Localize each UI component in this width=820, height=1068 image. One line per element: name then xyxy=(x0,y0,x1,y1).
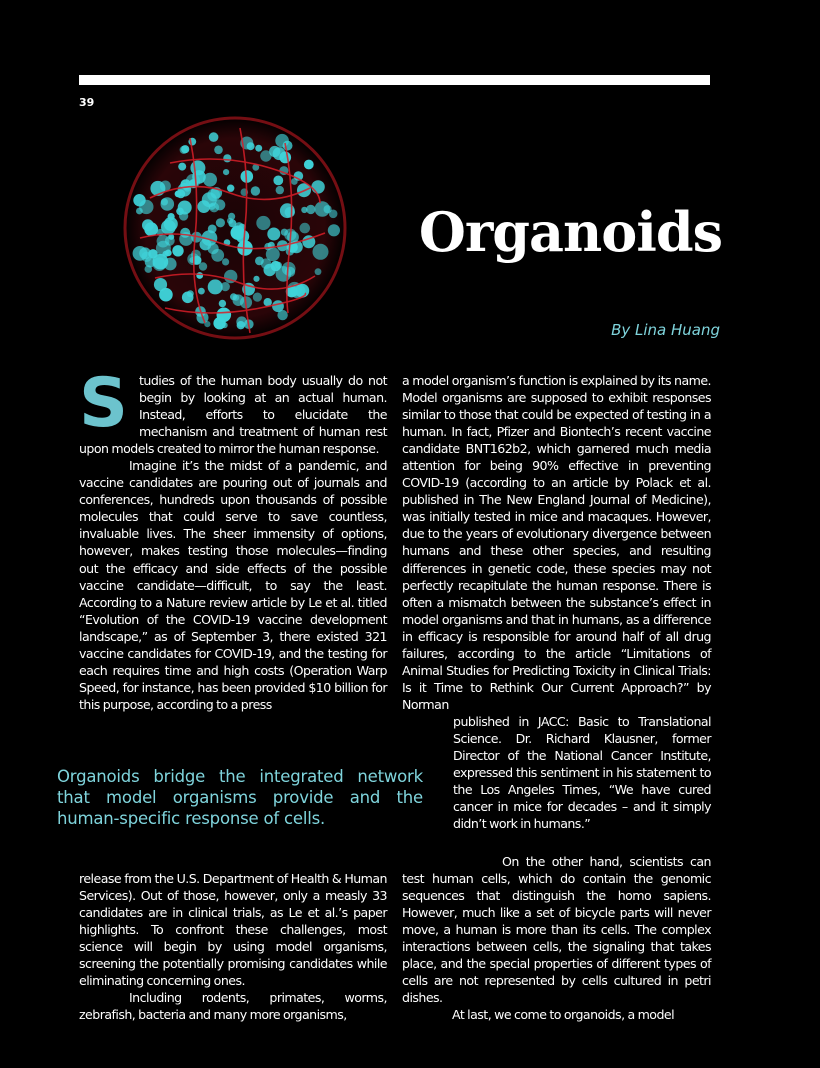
header-rule xyxy=(79,75,710,85)
drop-cap: S xyxy=(79,364,128,443)
paragraph: Including rodents, primates, worms, zebrafish, bacteria and many more organisms, xyxy=(79,990,387,1023)
article-title: Organoids xyxy=(418,200,722,264)
body-column-4 xyxy=(402,853,711,1023)
body-column-1 xyxy=(79,364,387,713)
pull-quote: Organoids bridge the integrated network that model organisms provide and the human-specific response of cells. xyxy=(57,767,423,828)
paragraph: On the other hand, scientists can test human cells, which do contain the genomic sequences that distinguish the homo sapiens. However, much like a set of bicycle parts will never move, a human is more than its cells. The complex interactions between cells, the signaling that takes place, and the special properties of different types of cells are not represented by cells cultured in petri dishes. xyxy=(402,854,711,1006)
paragraph: tudies of the human body usually do not begin by looking at an actual human. Instead, efforts to elucidate the mechanism and treatment of human rest upon models created to mirror the human response. xyxy=(79,373,387,457)
organoid-micrograph xyxy=(110,108,360,348)
body-column-3 xyxy=(79,870,387,1023)
paragraph: published in JACC: Basic to Translational Science. Dr. Richard Klausner, former Director of the National Cancer Institute, expressed this sentiment in his statement to the Los Angeles Times, “We have cured cancer in mice for decades – and it simply didn’t work in humans.” xyxy=(453,713,711,832)
paragraph: a model organism’s function is explained by its name. Model organisms are supposed to exhibit responses similar to those that could be expected of testing in a human. In fact, Pfizer and Biontech’s recent vaccine candidate BNT162b2, which garnered much media attention for being 90% effective in preventing COVID-19 (according to an article by Polack et al. published in The New England Journal of Medicine), was initially tested in mice and macaques. However, due to the years of evolutionary divergence between humans and these other species, and resulting differences in genetic code, these species may not perfectly recapitulate the human response. There is often a mismatch between the substance’s effect in model organisms and that in humans, as a difference in efficacy is responsible for around half of all drug failures, according to the article “Limitations of Animal Studies for Predicting Toxicity in Clinical Trials: Is it Time to Rethink Our Current Approach?” by Norman xyxy=(402,373,711,712)
paragraph: release from the U.S. Department of Health & Human Services). Out of those, however, only a measly 33 candidates are in clinical trials, as Le et al.’s paper highlights. To confront these challenges, most science will begin by using model organisms, screening the potentially promising candidates while eliminating concerning ones. xyxy=(79,871,387,989)
paragraph: At last, we come to organoids, a model xyxy=(452,1007,675,1023)
byline: By Lina Huang xyxy=(611,321,720,339)
page-number: 39 xyxy=(79,96,95,109)
paragraph: Imagine it’s the midst of a pandemic, and vaccine candidates are pouring out of journals and conferences, hundreds upon thousands of possible molecules that could serve to save countless, invaluable lives. The sheer immensity of options, however, makes testing those molecules—finding out the efficacy and side effects of the possible vaccine candidate—difficult, to say the least. According to a Nature review article by Le et al. titled “Evolution of the COVID-19 vaccine development landscape,” as of September 3, there existed 321 vaccine candidates for COVID-19, and the testing for each requires time and high costs (Operation Warp Speed, for instance, has been provided $10 billion for this purpose, according to a press xyxy=(79,458,387,712)
body-column-2 xyxy=(402,372,711,832)
